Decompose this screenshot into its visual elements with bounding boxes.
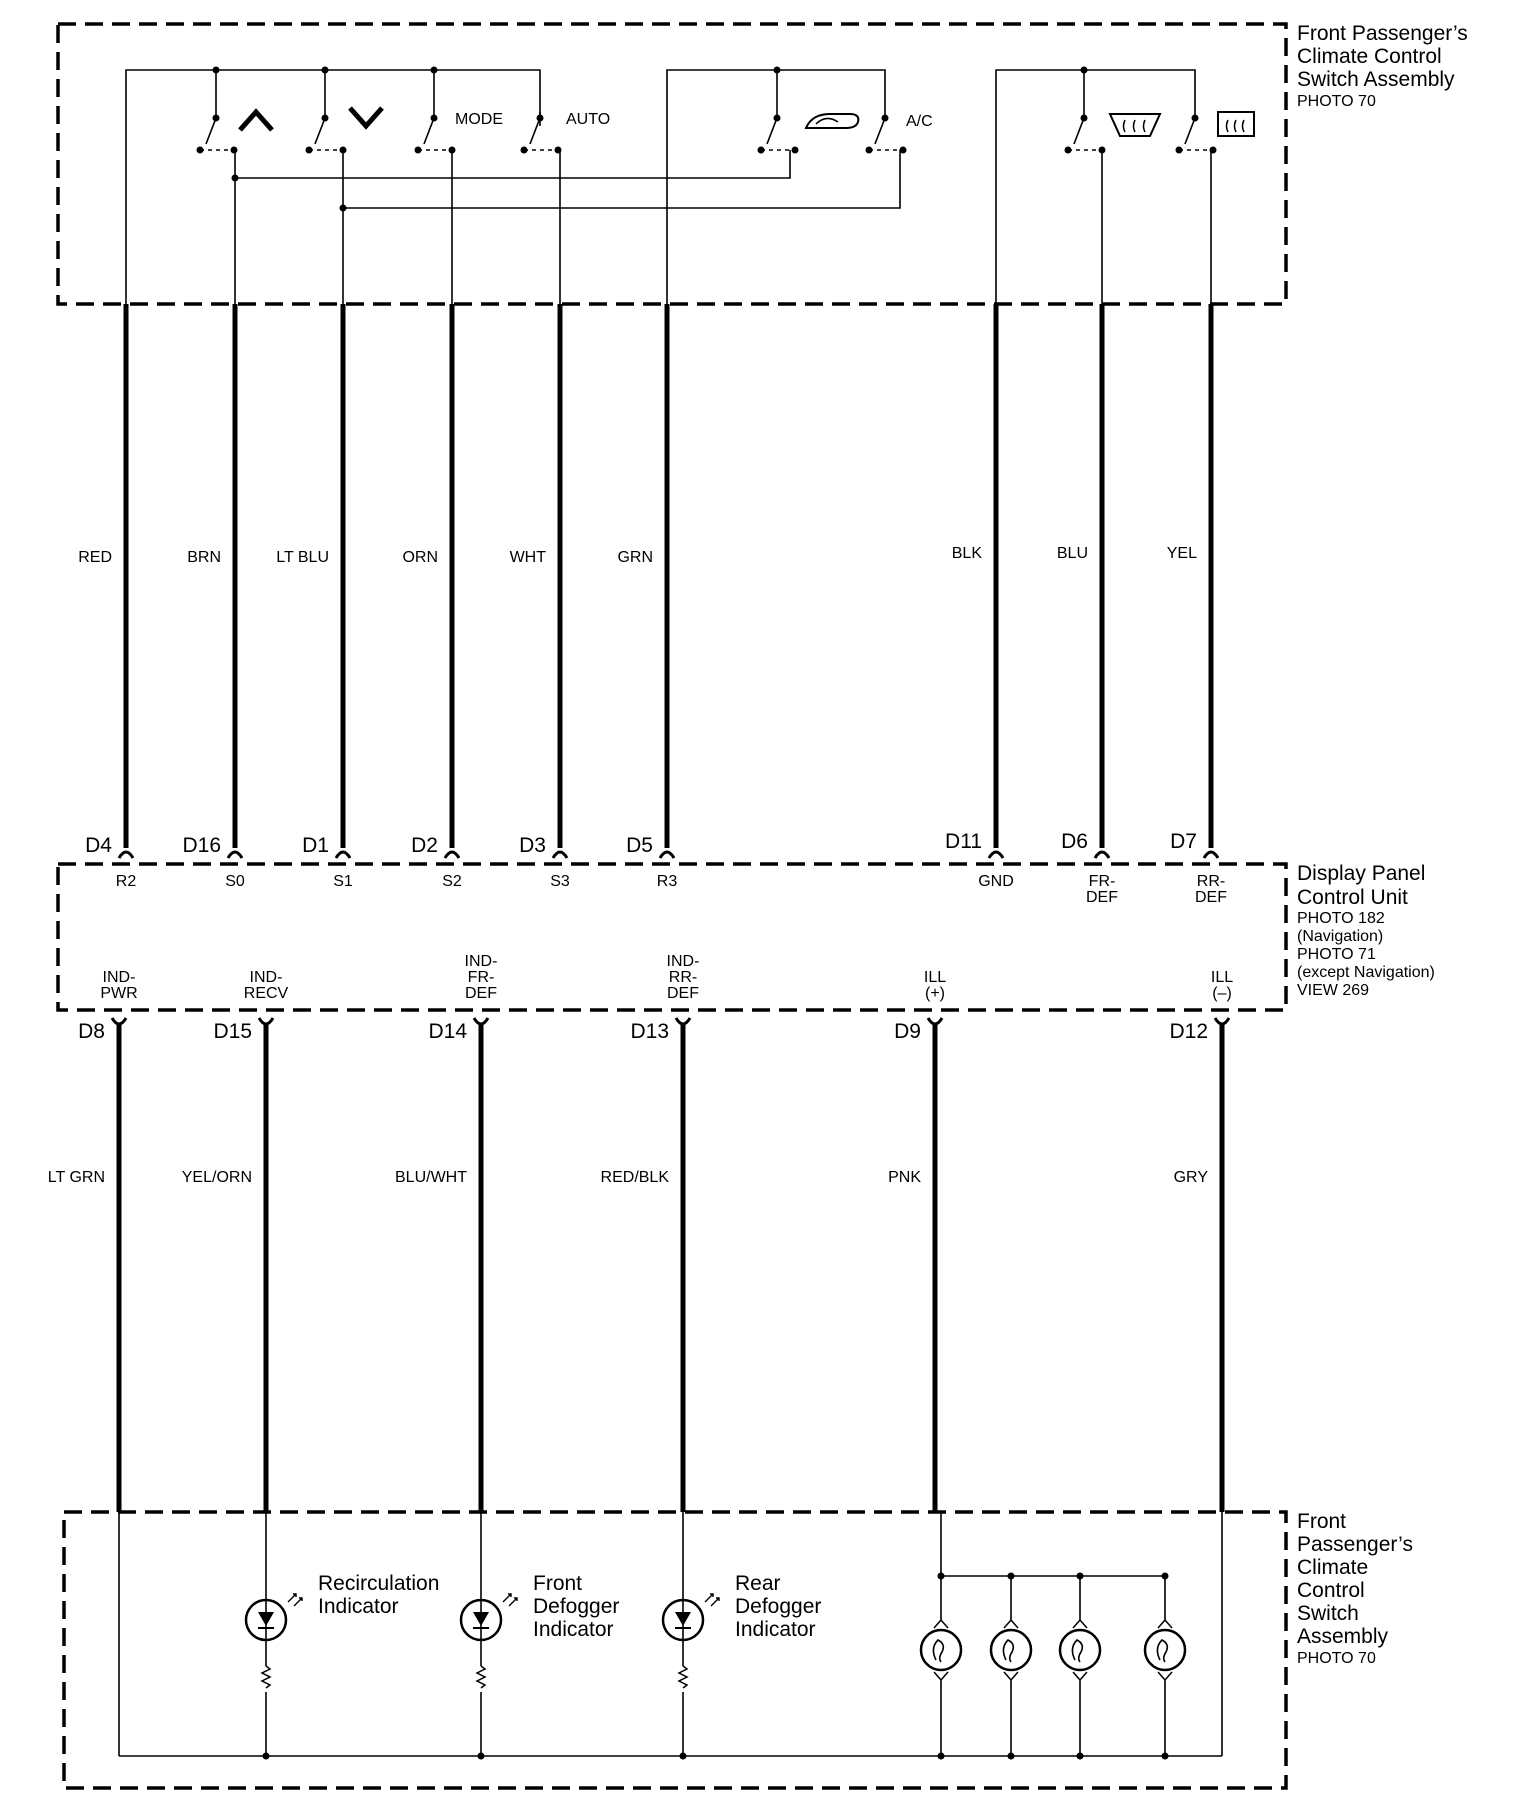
connector-label: D6 — [1061, 830, 1088, 853]
connector-label: D5 — [626, 834, 653, 857]
svg-text:Switch: Switch — [1297, 1602, 1359, 1625]
pin-label: PWR — [100, 985, 138, 1002]
upper-wire — [78, 304, 136, 890]
connector-label: D13 — [630, 1020, 669, 1043]
indicator-label: Defogger — [735, 1595, 822, 1618]
svg-text:PHOTO 70: PHOTO 70 — [1297, 1650, 1376, 1667]
svg-text:Climate Control: Climate Control — [1297, 45, 1442, 68]
connector-label: D11 — [945, 830, 982, 853]
upper-wires — [78, 304, 1227, 906]
indicator-label: Defogger — [533, 1595, 620, 1618]
upper-wire — [617, 304, 677, 890]
upper-wire — [945, 304, 1014, 890]
pin-label: RECV — [243, 985, 289, 1002]
indicator-circuit — [119, 1512, 1222, 1760]
upper-wire — [510, 304, 570, 890]
svg-text:Front Passenger’s: Front Passenger’s — [1297, 22, 1468, 45]
pin-label: (+) — [925, 985, 945, 1002]
wire-color-label: YEL/ORN — [181, 1169, 252, 1186]
connector-label: D8 — [78, 1020, 105, 1043]
pin-label: ILL — [923, 969, 947, 986]
wire-color-label: RED/BLK — [600, 1169, 669, 1186]
pin-label: RR- — [1196, 873, 1226, 890]
switch-assembly-title — [1297, 22, 1468, 110]
connector-label: D7 — [1170, 830, 1197, 853]
svg-text:VIEW 269: VIEW 269 — [1297, 982, 1370, 999]
lower-wire — [182, 969, 289, 1512]
lower-wire — [888, 969, 946, 1512]
connector-label: D3 — [519, 834, 546, 857]
down-arrow-icon — [350, 108, 382, 126]
connector-label: D1 — [302, 834, 329, 857]
indicator-label: Indicator — [318, 1595, 399, 1618]
front-defroster-icon — [1110, 114, 1160, 136]
rear-defroster-icon — [1218, 112, 1254, 136]
mode-switch-label: MODE — [455, 111, 503, 128]
ac-switch-label: A/C — [906, 113, 933, 130]
wire-color-label: BLK — [951, 545, 982, 562]
wire-color-label: RED — [78, 549, 112, 566]
upper-wire — [182, 304, 244, 890]
pin-label: ILL — [1210, 969, 1234, 986]
pin-label: FR- — [467, 969, 495, 986]
pin-label: S3 — [550, 873, 570, 890]
wire-color-label: BRN — [187, 549, 221, 566]
indicator-assembly-box — [64, 1512, 1286, 1788]
connector-label: D12 — [1169, 1020, 1208, 1043]
wire-color-label: PNK — [888, 1169, 921, 1186]
up-arrow-icon — [240, 112, 272, 130]
pin-label: RR- — [668, 969, 698, 986]
pin-label: DEF — [667, 985, 699, 1002]
lower-wire — [601, 953, 700, 1512]
indicator-label: Indicator — [735, 1618, 816, 1641]
recirculation-icon — [806, 114, 858, 128]
switch-circuits — [126, 67, 1217, 305]
switch-contact — [1065, 112, 1107, 154]
svg-text:PHOTO 182: PHOTO 182 — [1297, 910, 1385, 927]
indicator-led — [246, 1512, 439, 1760]
lower-wire — [395, 953, 497, 1512]
svg-text:Front: Front — [1297, 1510, 1347, 1533]
lower-wire — [1169, 969, 1233, 1512]
svg-text:Control: Control — [1297, 1579, 1365, 1602]
svg-text:Display Panel: Display Panel — [1297, 862, 1426, 885]
pin-label: (–) — [1212, 985, 1232, 1002]
switch-contact — [197, 112, 239, 154]
upper-wire — [276, 304, 353, 890]
pin-label: IND- — [464, 953, 498, 970]
connector-label: D4 — [85, 834, 112, 857]
auto-switch-label: AUTO — [566, 111, 611, 128]
indicator-assembly-title — [1297, 1510, 1413, 1667]
indicator-led — [663, 1512, 821, 1760]
switch-contact — [758, 112, 800, 154]
indicator-label: Front — [533, 1572, 583, 1595]
pin-label: S2 — [442, 873, 462, 890]
switch-contact — [415, 112, 457, 154]
bulb-icon — [921, 1573, 961, 1760]
upper-wire — [1057, 304, 1118, 906]
wire-color-label: ORN — [402, 549, 438, 566]
control-unit-title — [1297, 862, 1435, 999]
connector-label: D16 — [182, 834, 221, 857]
bulb-icon — [1060, 1573, 1100, 1760]
wire-color-label: YEL — [1166, 545, 1197, 562]
switch-contact — [1176, 112, 1218, 154]
pin-label: R3 — [656, 873, 678, 890]
pin-label: R2 — [115, 873, 137, 890]
svg-text:PHOTO 70: PHOTO 70 — [1297, 93, 1376, 110]
pin-label: S1 — [333, 873, 353, 890]
indicator-label: Recirculation — [318, 1572, 440, 1595]
bulb-icon — [991, 1573, 1031, 1760]
switch-contact — [866, 112, 908, 154]
indicator-led — [461, 1512, 619, 1760]
wire-color-label: GRY — [1173, 1169, 1208, 1186]
wire-color-label: LT GRN — [47, 1169, 105, 1186]
wire-color-label: BLU — [1056, 545, 1088, 562]
connector-label: D14 — [428, 1020, 467, 1043]
svg-text:(Navigation): (Navigation) — [1297, 928, 1384, 945]
svg-text:(except Navigation): (except Navigation) — [1297, 964, 1435, 981]
connector-label: D2 — [411, 834, 438, 857]
svg-text:Switch Assembly: Switch Assembly — [1297, 68, 1455, 91]
wire-color-label: LT BLU — [276, 549, 329, 566]
pin-label: FR- — [1088, 873, 1116, 890]
indicator-label: Indicator — [533, 1618, 614, 1641]
switch-contact — [521, 112, 563, 154]
pin-label: S0 — [225, 873, 245, 890]
svg-text:Control Unit: Control Unit — [1297, 886, 1408, 909]
indicator-label: Rear — [735, 1572, 781, 1595]
wire-color-label: BLU/WHT — [395, 1169, 467, 1186]
pin-label: GND — [978, 873, 1014, 890]
connector-label: D15 — [213, 1020, 252, 1043]
pin-label: DEF — [1086, 889, 1118, 906]
connector-label: D9 — [894, 1020, 921, 1043]
svg-text:Passenger’s: Passenger’s — [1297, 1533, 1413, 1556]
wire-color-label: WHT — [509, 549, 546, 566]
lower-wire — [48, 969, 138, 1512]
bulb-icon — [1145, 1573, 1185, 1760]
svg-text:Climate: Climate — [1297, 1556, 1369, 1579]
switch-contact — [306, 112, 348, 154]
pin-label: IND- — [666, 953, 700, 970]
svg-text:Assembly: Assembly — [1297, 1625, 1389, 1648]
wire-color-label: GRN — [617, 549, 653, 566]
pin-label: IND- — [102, 969, 136, 986]
pin-label: DEF — [1195, 889, 1227, 906]
pin-label: IND- — [249, 969, 283, 986]
svg-text:PHOTO 71: PHOTO 71 — [1297, 946, 1376, 963]
pin-label: DEF — [465, 985, 497, 1002]
upper-wire — [402, 304, 461, 890]
lower-wires — [48, 953, 1233, 1512]
upper-wire — [1167, 304, 1227, 906]
